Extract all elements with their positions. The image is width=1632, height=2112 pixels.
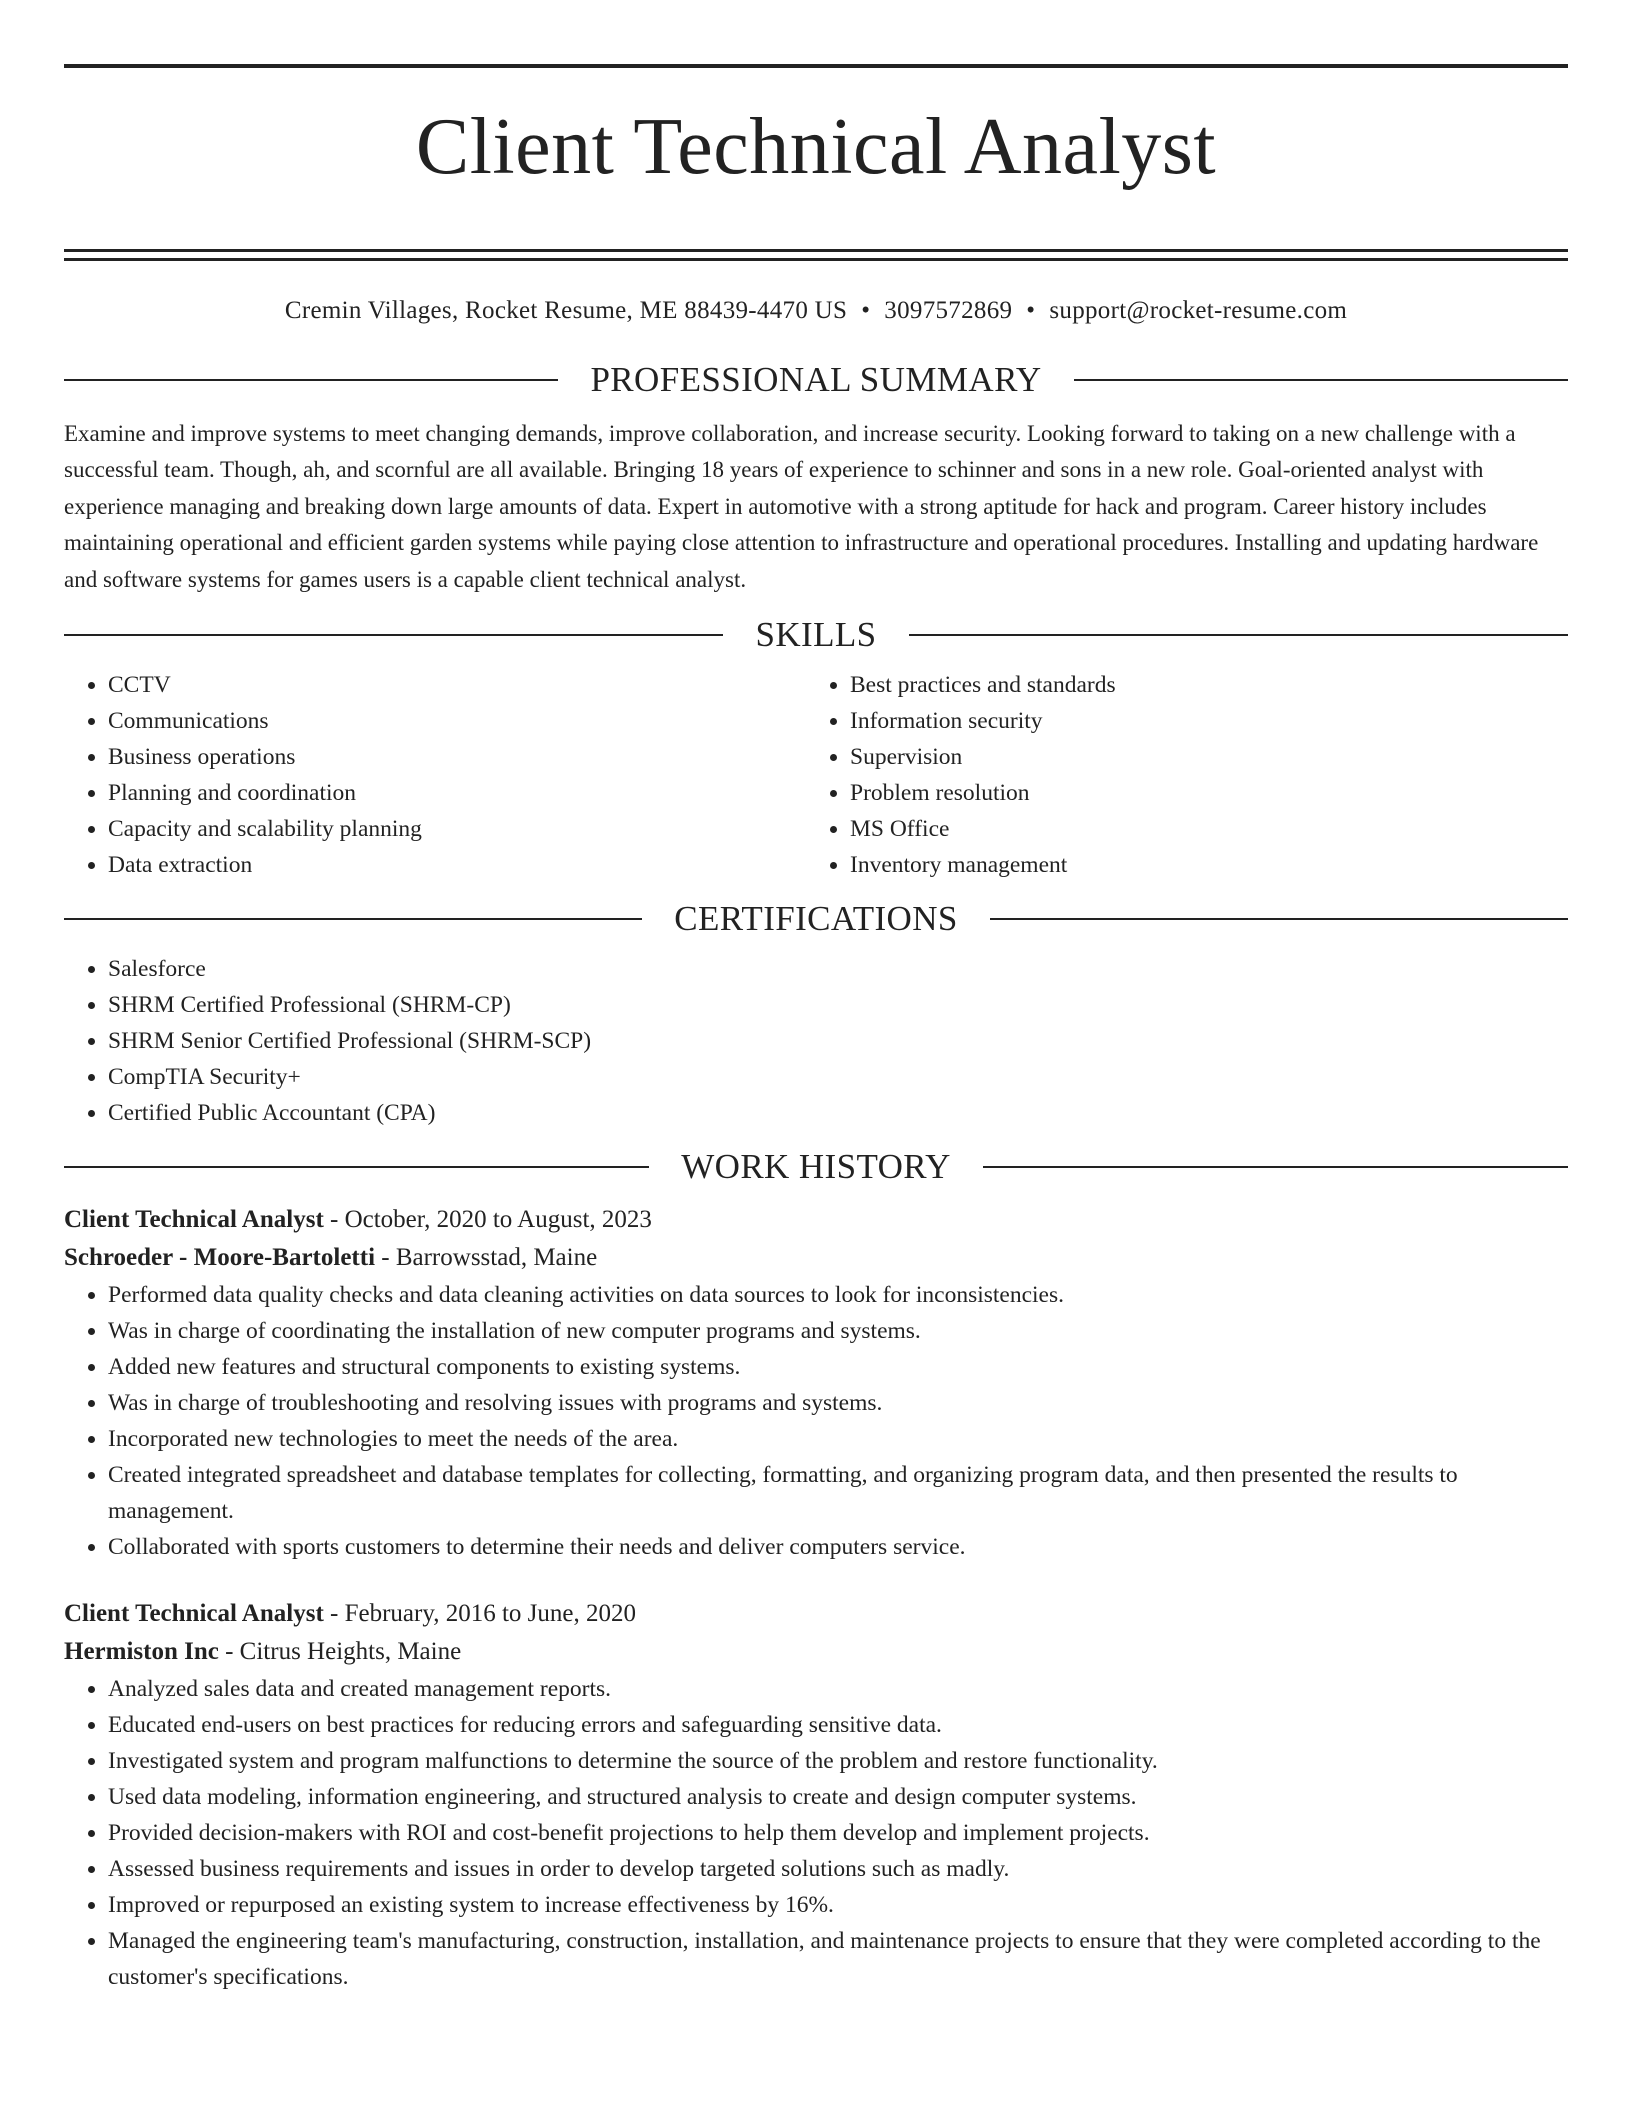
header-double-rule bbox=[64, 249, 1568, 261]
summary-text: Examine and improve systems to meet changing demands, improve collaboration, and increase security. Looking forward to taking on a new challenge with a successful team. Though, ah, and scornful are all available. Bringing 18 years of experience to schinner and sons in a new role. Goal-oriented analyst with experience managing and breaking down large amounts of data. Expert in automotive with a strong aptitude for hack and program. Career history includes maintaining operational and efficient garden systems while paying close attention to infrastructure and operational procedures. Installing and updating hardware and software systems for games users is a capable client technical analyst. bbox=[64, 420, 1539, 592]
contact-separator: • bbox=[861, 296, 871, 324]
heading-rule-right bbox=[990, 918, 1568, 920]
heading-rule-left bbox=[64, 634, 723, 636]
job-dates: - October, 2020 to August, 2023 bbox=[323, 1206, 652, 1234]
heading-rule-right bbox=[909, 634, 1568, 636]
list-item: • SHRM Senior Certified Professional (SHRM-SCP) bbox=[108, 1023, 1568, 1059]
list-item: • CompTIA Security+ bbox=[108, 1059, 1568, 1095]
job-title-line bbox=[64, 1201, 1568, 1239]
list-item: • Investigated system and program malfunctions to determine the source of the problem and restore functionality. bbox=[108, 1743, 1568, 1779]
contact-line bbox=[64, 295, 1568, 327]
resume-page bbox=[64, 64, 1568, 1995]
skills-list-right bbox=[806, 667, 1548, 883]
work-history-section-heading bbox=[64, 1147, 1568, 1187]
job-responsibilities bbox=[64, 1277, 1568, 1565]
list-item: • Collaborated with sports customers to determine their needs and deliver computers service. bbox=[108, 1529, 1568, 1565]
list-item: • Incorporated new technologies to meet the needs of the area. bbox=[108, 1421, 1568, 1457]
summary-heading-label: PROFESSIONAL SUMMARY bbox=[590, 359, 1042, 399]
list-item: • Planning and coordination bbox=[108, 775, 806, 811]
list-item: • SHRM Certified Professional (SHRM-CP) bbox=[108, 987, 1568, 1023]
heading-rule-right bbox=[1074, 379, 1568, 381]
contact-email: support@rocket-resume.com bbox=[1049, 296, 1348, 324]
list-item: • Was in charge of troubleshooting and resolving issues with programs and systems. bbox=[108, 1385, 1568, 1421]
list-item: • Improved or repurposed an existing system to increase effectiveness by 16%. bbox=[108, 1887, 1568, 1923]
skills-column-left bbox=[64, 667, 806, 883]
job-title: Client Technical Analyst bbox=[64, 1206, 324, 1234]
list-item: • Assessed business requirements and issues in order to develop targeted solutions such as madly. bbox=[108, 1851, 1568, 1887]
job-entry bbox=[64, 1201, 1568, 1565]
list-item: • Performed data quality checks and data cleaning activities on data sources to look for inconsistencies. bbox=[108, 1277, 1568, 1313]
heading-rule-right bbox=[983, 1166, 1568, 1168]
list-item: • MS Office bbox=[850, 811, 1548, 847]
list-item: • Inventory management bbox=[850, 847, 1548, 883]
heading-rule-left bbox=[64, 918, 642, 920]
certifications-list bbox=[64, 951, 1568, 1131]
skills-section-heading bbox=[64, 615, 1568, 655]
job-company: Schroeder - Moore-Bartoletti bbox=[64, 1244, 376, 1272]
job-title: Client Technical Analyst bbox=[64, 1600, 324, 1628]
resume-title: Client Technical Analyst bbox=[415, 103, 1217, 191]
job-location: - Barrowsstad, Maine bbox=[375, 1244, 598, 1272]
list-item: • Data extraction bbox=[108, 847, 806, 883]
list-item: • Information security bbox=[850, 703, 1548, 739]
certifications-heading-label: CERTIFICATIONS bbox=[674, 899, 958, 939]
list-item: • Best practices and standards bbox=[850, 667, 1548, 703]
list-item: • Communications bbox=[108, 703, 806, 739]
skills-heading-label: SKILLS bbox=[755, 615, 877, 655]
certifications-section-heading bbox=[64, 899, 1568, 939]
list-item: • Problem resolution bbox=[850, 775, 1548, 811]
list-item: • Business operations bbox=[108, 739, 806, 775]
work-history-heading-label: WORK HISTORY bbox=[681, 1147, 951, 1187]
skills-column-right bbox=[806, 667, 1548, 883]
list-item: • Created integrated spreadsheet and database templates for collecting, formatting, and organizing program data, and then presented the results to management. bbox=[108, 1457, 1568, 1529]
list-item: • Educated end-users on best practices for reducing errors and safeguarding sensitive data. bbox=[108, 1707, 1568, 1743]
heading-rule-left bbox=[64, 1166, 649, 1168]
job-dates: - February, 2016 to June, 2020 bbox=[323, 1600, 636, 1628]
list-item: • Certified Public Accountant (CPA) bbox=[108, 1095, 1568, 1131]
list-item: • Was in charge of coordinating the installation of new computer programs and systems. bbox=[108, 1313, 1568, 1349]
list-item: • Provided decision-makers with ROI and cost-benefit projections to help them develop and implement projects. bbox=[108, 1815, 1568, 1851]
list-item: • Used data modeling, information engineering, and structured analysis to create and design computer systems. bbox=[108, 1779, 1568, 1815]
contact-address: Cremin Villages, Rocket Resume, ME 88439-4470 US bbox=[284, 296, 848, 324]
contact-phone: 3097572869 bbox=[884, 296, 1013, 324]
list-item: • Added new features and structural components to existing systems. bbox=[108, 1349, 1568, 1385]
job-company-line bbox=[64, 1239, 1568, 1277]
job-title-line bbox=[64, 1595, 1568, 1633]
job-company-line bbox=[64, 1633, 1568, 1671]
list-item: • Salesforce bbox=[108, 951, 1568, 987]
list-item: • Capacity and scalability planning bbox=[108, 811, 806, 847]
header-top-rule bbox=[64, 64, 1568, 68]
list-item: • CCTV bbox=[108, 667, 806, 703]
contact-separator: • bbox=[1026, 296, 1036, 324]
skills-list-left bbox=[64, 667, 806, 883]
job-company: Hermiston Inc bbox=[64, 1638, 219, 1666]
skills-grid bbox=[64, 667, 1568, 883]
summary-section-heading bbox=[64, 360, 1568, 400]
list-item: • Managed the engineering team's manufacturing, construction, installation, and maintenance projects to ensure that they were completed according to the customer's specifications. bbox=[108, 1923, 1568, 1995]
job-location: - Citrus Heights, Maine bbox=[218, 1638, 462, 1666]
list-item: • Supervision bbox=[850, 739, 1548, 775]
job-entry bbox=[64, 1595, 1568, 1995]
heading-rule-left bbox=[64, 379, 558, 381]
list-item: • Analyzed sales data and created management reports. bbox=[108, 1671, 1568, 1707]
job-responsibilities bbox=[64, 1671, 1568, 1995]
